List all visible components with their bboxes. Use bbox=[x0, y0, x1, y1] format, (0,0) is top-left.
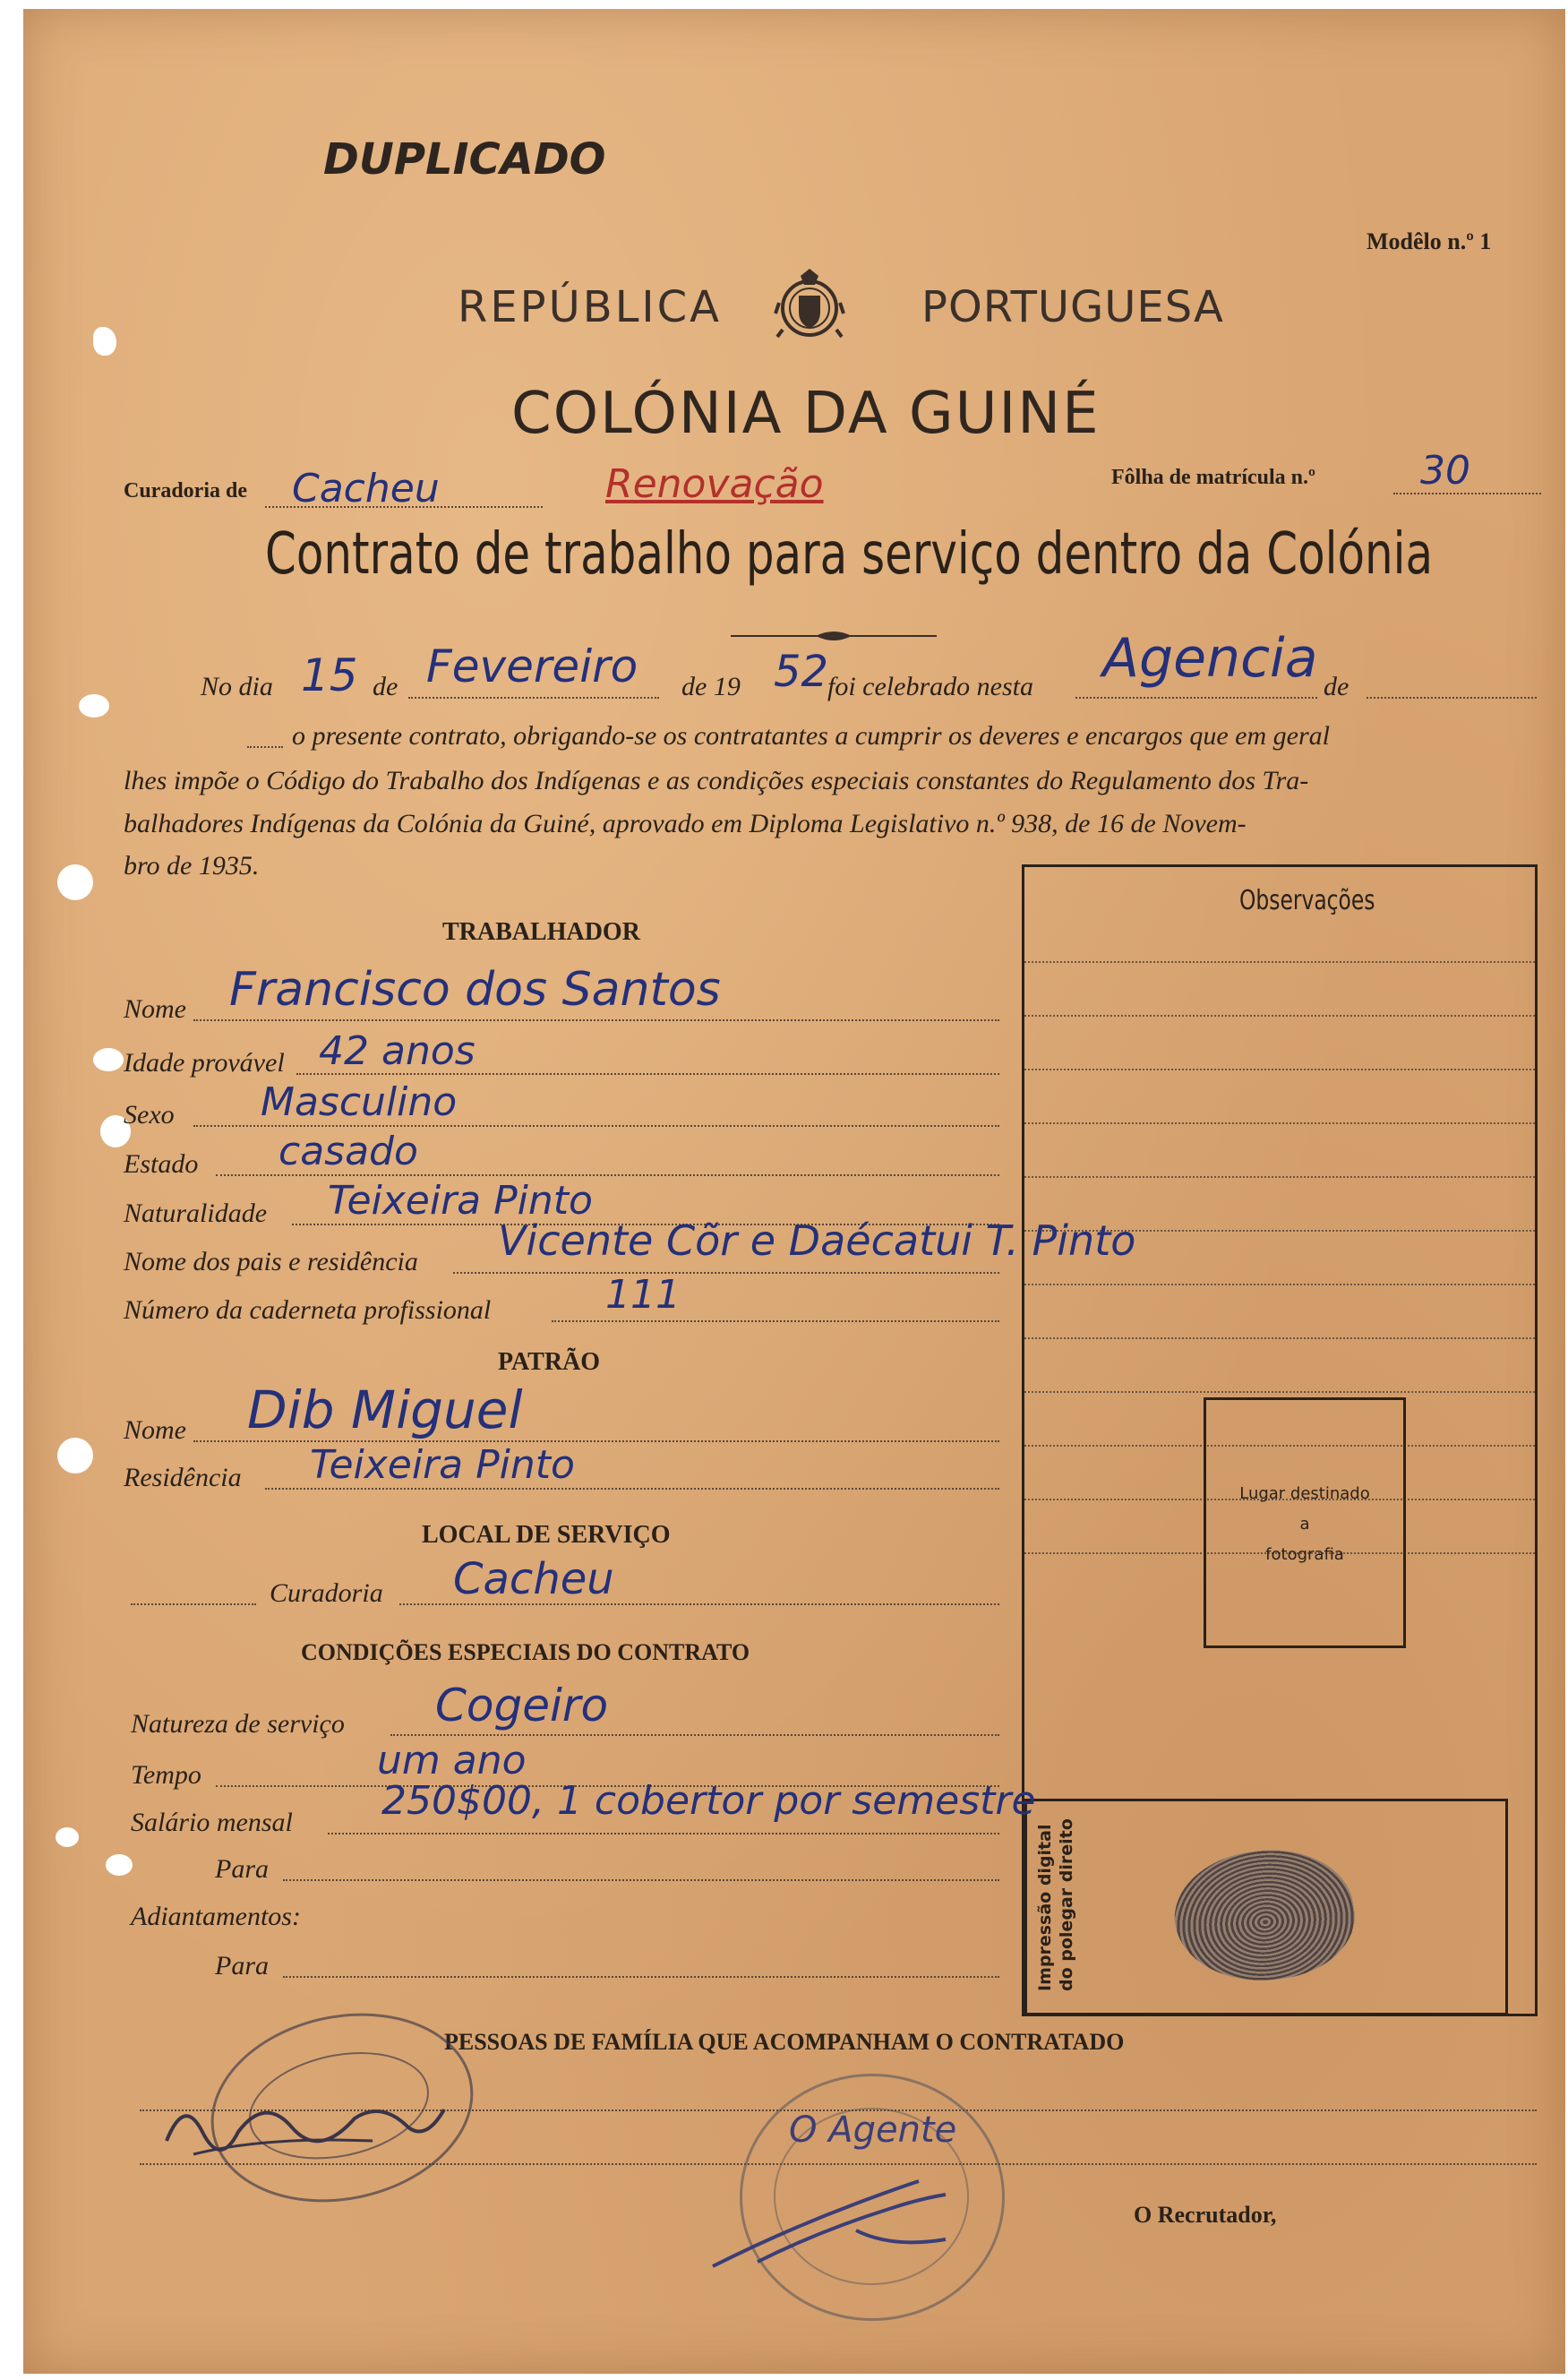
coat-of-arms-icon bbox=[774, 267, 845, 344]
trabalhador-nome-value: Francisco dos Santos bbox=[229, 963, 721, 1017]
caderneta-label: Número da caderneta profissional bbox=[124, 1295, 492, 1325]
foi-celebrado-label: foi celebrado nesta bbox=[827, 672, 1033, 701]
observacoes-line bbox=[1024, 1337, 1535, 1339]
thumb-label-line1: Impressão digital bbox=[1035, 1824, 1055, 1991]
folha-value: 30 bbox=[1420, 448, 1470, 494]
renovacao-note: Renovação bbox=[605, 461, 824, 507]
local-servico-heading: LOCAL DE SERVIÇO bbox=[422, 1521, 671, 1549]
natureza-label: Natureza de serviço bbox=[131, 1709, 345, 1739]
modelo-number: Modêlo n.º 1 bbox=[1367, 228, 1492, 254]
recruiter-signature bbox=[704, 2177, 1026, 2275]
de-label-2: de bbox=[1324, 672, 1350, 701]
local-de-line bbox=[1367, 697, 1537, 699]
pais-residencia-line bbox=[453, 1272, 999, 1274]
idade-value: 42 anos bbox=[319, 1028, 476, 1074]
curadoria-value: Cacheu bbox=[292, 466, 440, 511]
patrao-nome-label: Nome bbox=[124, 1415, 186, 1445]
no-dia-label: No dia bbox=[201, 672, 273, 701]
punch-hole bbox=[57, 1438, 93, 1474]
photo-text-line3: fotografia bbox=[1265, 1545, 1344, 1564]
republica-right: PORTUGUESA bbox=[921, 282, 1224, 332]
curadoria-label: Curadoria de bbox=[124, 479, 247, 503]
naturalidade-value: Teixeira Pinto bbox=[328, 1178, 593, 1224]
condicoes-heading: CONDIÇÕES ESPECIAIS DO CONTRATO bbox=[301, 1639, 750, 1665]
intro-line2-dots bbox=[247, 746, 283, 748]
photo-text-line2: a bbox=[1299, 1515, 1310, 1534]
ornament-divider bbox=[731, 627, 937, 645]
patrao-heading: PATRÃO bbox=[498, 1348, 601, 1376]
contract-title: Contrato de trabalho para serviço dentro da Colónia bbox=[265, 521, 1434, 588]
ano-value: 52 bbox=[774, 647, 829, 697]
estado-line bbox=[216, 1174, 999, 1176]
duplicado-stamp: DUPLICADO bbox=[323, 134, 606, 185]
agency-signature: O Agente bbox=[789, 2109, 957, 2151]
paper-tear bbox=[79, 694, 109, 717]
caderneta-value: 111 bbox=[605, 1272, 681, 1318]
trabalhador-heading: TRABALHADOR bbox=[442, 918, 640, 946]
salario-line bbox=[328, 1833, 999, 1834]
para-line-2 bbox=[283, 1976, 999, 1978]
de-label: de bbox=[373, 672, 398, 701]
local-curadoria-label: Curadoria bbox=[270, 1578, 383, 1608]
sexo-value: Masculino bbox=[261, 1079, 458, 1125]
idade-label: Idade provável bbox=[124, 1048, 285, 1078]
local-curadoria-value: Cacheu bbox=[453, 1554, 614, 1604]
patrao-residencia-value: Teixeira Pinto bbox=[310, 1442, 575, 1488]
mes-line bbox=[408, 697, 659, 699]
naturalidade-label: Naturalidade bbox=[124, 1199, 268, 1228]
thumbprint-image bbox=[1167, 1839, 1362, 1992]
pais-residencia-value: Vicente Cõr e Daécatui T. Pinto bbox=[498, 1216, 1136, 1265]
caderneta-line bbox=[552, 1320, 999, 1322]
tempo-value: um ano bbox=[377, 1738, 527, 1783]
observacoes-line bbox=[1024, 1015, 1535, 1017]
thumb-label-line2: do polegar direito bbox=[1057, 1818, 1076, 1991]
salario-value: 250$00, 1 cobertor por semestre bbox=[381, 1778, 1036, 1824]
intro-line2: o presente contrato, obrigando-se os contratantes a cumprir os deveres e encargos que em geral bbox=[292, 721, 1330, 751]
republica-left: REPÚBLICA bbox=[458, 282, 722, 332]
paper-tear bbox=[93, 327, 116, 356]
document-page bbox=[23, 9, 1565, 2374]
estado-label: Estado bbox=[124, 1149, 199, 1179]
observacoes-line bbox=[1024, 1069, 1535, 1070]
observacoes-heading: Observações bbox=[1239, 885, 1375, 916]
punch-hole bbox=[57, 864, 93, 900]
recrutador-label: O Recrutador, bbox=[1134, 2202, 1277, 2228]
photo-placeholder bbox=[1204, 1397, 1406, 1648]
observacoes-line bbox=[1024, 1284, 1535, 1285]
employer-signature bbox=[158, 2087, 453, 2168]
estado-value: casado bbox=[278, 1129, 418, 1174]
patrao-residencia-line bbox=[265, 1488, 999, 1490]
trabalhador-nome-line bbox=[193, 1019, 999, 1021]
patrao-residencia-label: Residência bbox=[124, 1463, 242, 1492]
folha-label: Fôlha de matrícula n.º bbox=[1111, 466, 1315, 489]
observacoes-line bbox=[1024, 961, 1535, 963]
paper-tear bbox=[93, 1048, 124, 1071]
trabalhador-nome-label: Nome bbox=[124, 994, 186, 1024]
tempo-label: Tempo bbox=[131, 1760, 201, 1790]
pais-residencia-label: Nome dos pais e residência bbox=[124, 1247, 418, 1276]
local-line bbox=[1075, 697, 1317, 699]
salario-label: Salário mensal bbox=[131, 1808, 293, 1837]
familia-heading: PESSOAS DE FAMÍLIA QUE ACOMPANHAM O CONTRATADO bbox=[444, 2029, 1125, 2055]
observacoes-line bbox=[1024, 1391, 1535, 1393]
intro-line3: lhes impõe o Código do Trabalho dos Indígenas e as condições especiais constantes do Regulamento dos Tra- bbox=[124, 766, 1309, 795]
sexo-line bbox=[193, 1125, 999, 1127]
paper-tear bbox=[106, 1854, 133, 1876]
dia-value: 15 bbox=[301, 649, 358, 701]
adiantamentos-label: Adiantamentos: bbox=[131, 1902, 301, 1931]
intro-line4: balhadores Indígenas da Colónia da Guiné, aprovado em Diploma Legislativo n.º 938, de 16 de Novem- bbox=[124, 809, 1247, 838]
de-19-label: de 19 bbox=[681, 672, 741, 701]
observacoes-line bbox=[1024, 1176, 1535, 1178]
colonia-title: COLÓNIA DA GUINÉ bbox=[511, 381, 1101, 447]
paper-tear bbox=[56, 1827, 79, 1847]
patrao-nome-value: Dib Miguel bbox=[247, 1379, 523, 1440]
sexo-label: Sexo bbox=[124, 1100, 175, 1130]
natureza-line bbox=[390, 1734, 999, 1736]
local-value: Agencia bbox=[1102, 627, 1318, 690]
photo-text-line1: Lugar destinado bbox=[1239, 1484, 1370, 1503]
observacoes-line bbox=[1024, 1122, 1535, 1124]
thumbprint-box bbox=[1024, 1799, 1508, 2015]
observacoes-box bbox=[1022, 864, 1538, 2016]
mes-value: Fevereiro bbox=[426, 640, 638, 692]
natureza-value: Cogeiro bbox=[435, 1680, 609, 1731]
para-label-2: Para bbox=[215, 1951, 269, 1980]
para-line-1 bbox=[283, 1879, 999, 1881]
intro-line5: bro de 1935. bbox=[124, 851, 260, 881]
local-servico-prefix-line bbox=[131, 1603, 256, 1605]
para-label-1: Para bbox=[215, 1854, 269, 1884]
